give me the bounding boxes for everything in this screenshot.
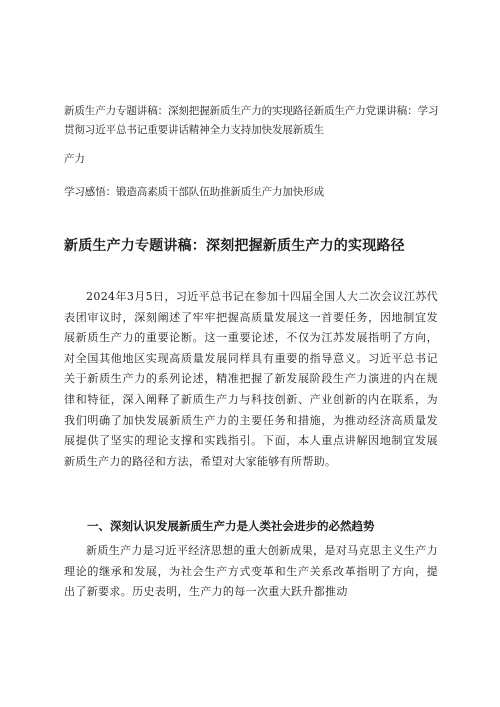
toc-entry-1-continued: 产力 (64, 153, 85, 165)
section-heading-1: 一、深刻认识发展新质生产力是人类社会进步的必然趋势 (87, 519, 375, 533)
body-paragraph-section-1: 新质生产力是习近平经济思想的重大创新成果，是对马克思主义生产力理论的继承和发展，为社会生产方式变革和生产关系改革指明了方向，提出了新要求。历史表明，生产力的每一次重大跃升都推动 (64, 544, 438, 599)
document-title: 新质生产力专题讲稿：深刻把握新质生产力的实现路径 (64, 238, 405, 254)
toc-entry-2: 学习感悟：锻造高素质干部队伍助推新质生产力加快形成 (64, 186, 324, 198)
toc-entry-1: 新质生产力专题讲稿：深刻把握新质生产力的实现路径新质生产力党课讲稿：学习贯彻习近平总书记重要讲话精神全力支持加快发展新质生 (64, 105, 439, 136)
body-paragraph-intro: 2024年3月5日，习近平总书记在参加十四届全国人大二次会议江苏代表团审议时，深刻阐述了牢牢把握高质量发展这一首要任务，因地制宜发展新质生产力的重要论断。这一重要论述，不仅为江苏发展指明了方向，对全国其他地区实现高质量发展同样具有重要的指导意义。习近平总书记关于新质生产力的系列论述，精准把握了新发展阶段生产力演进的内在规律和特征，深入阐释了新质生产力与科技创新、产业创新的内在联系，为我们明确了加快发展新质生产力的主要任务和措施，为推动经济高质量发展提供了坚实的理论支撑和实践指引。下面，本人重点讲解因地制宜发展新质生产力的路径和方法，希望对大家能够有所帮助。 (64, 290, 438, 468)
